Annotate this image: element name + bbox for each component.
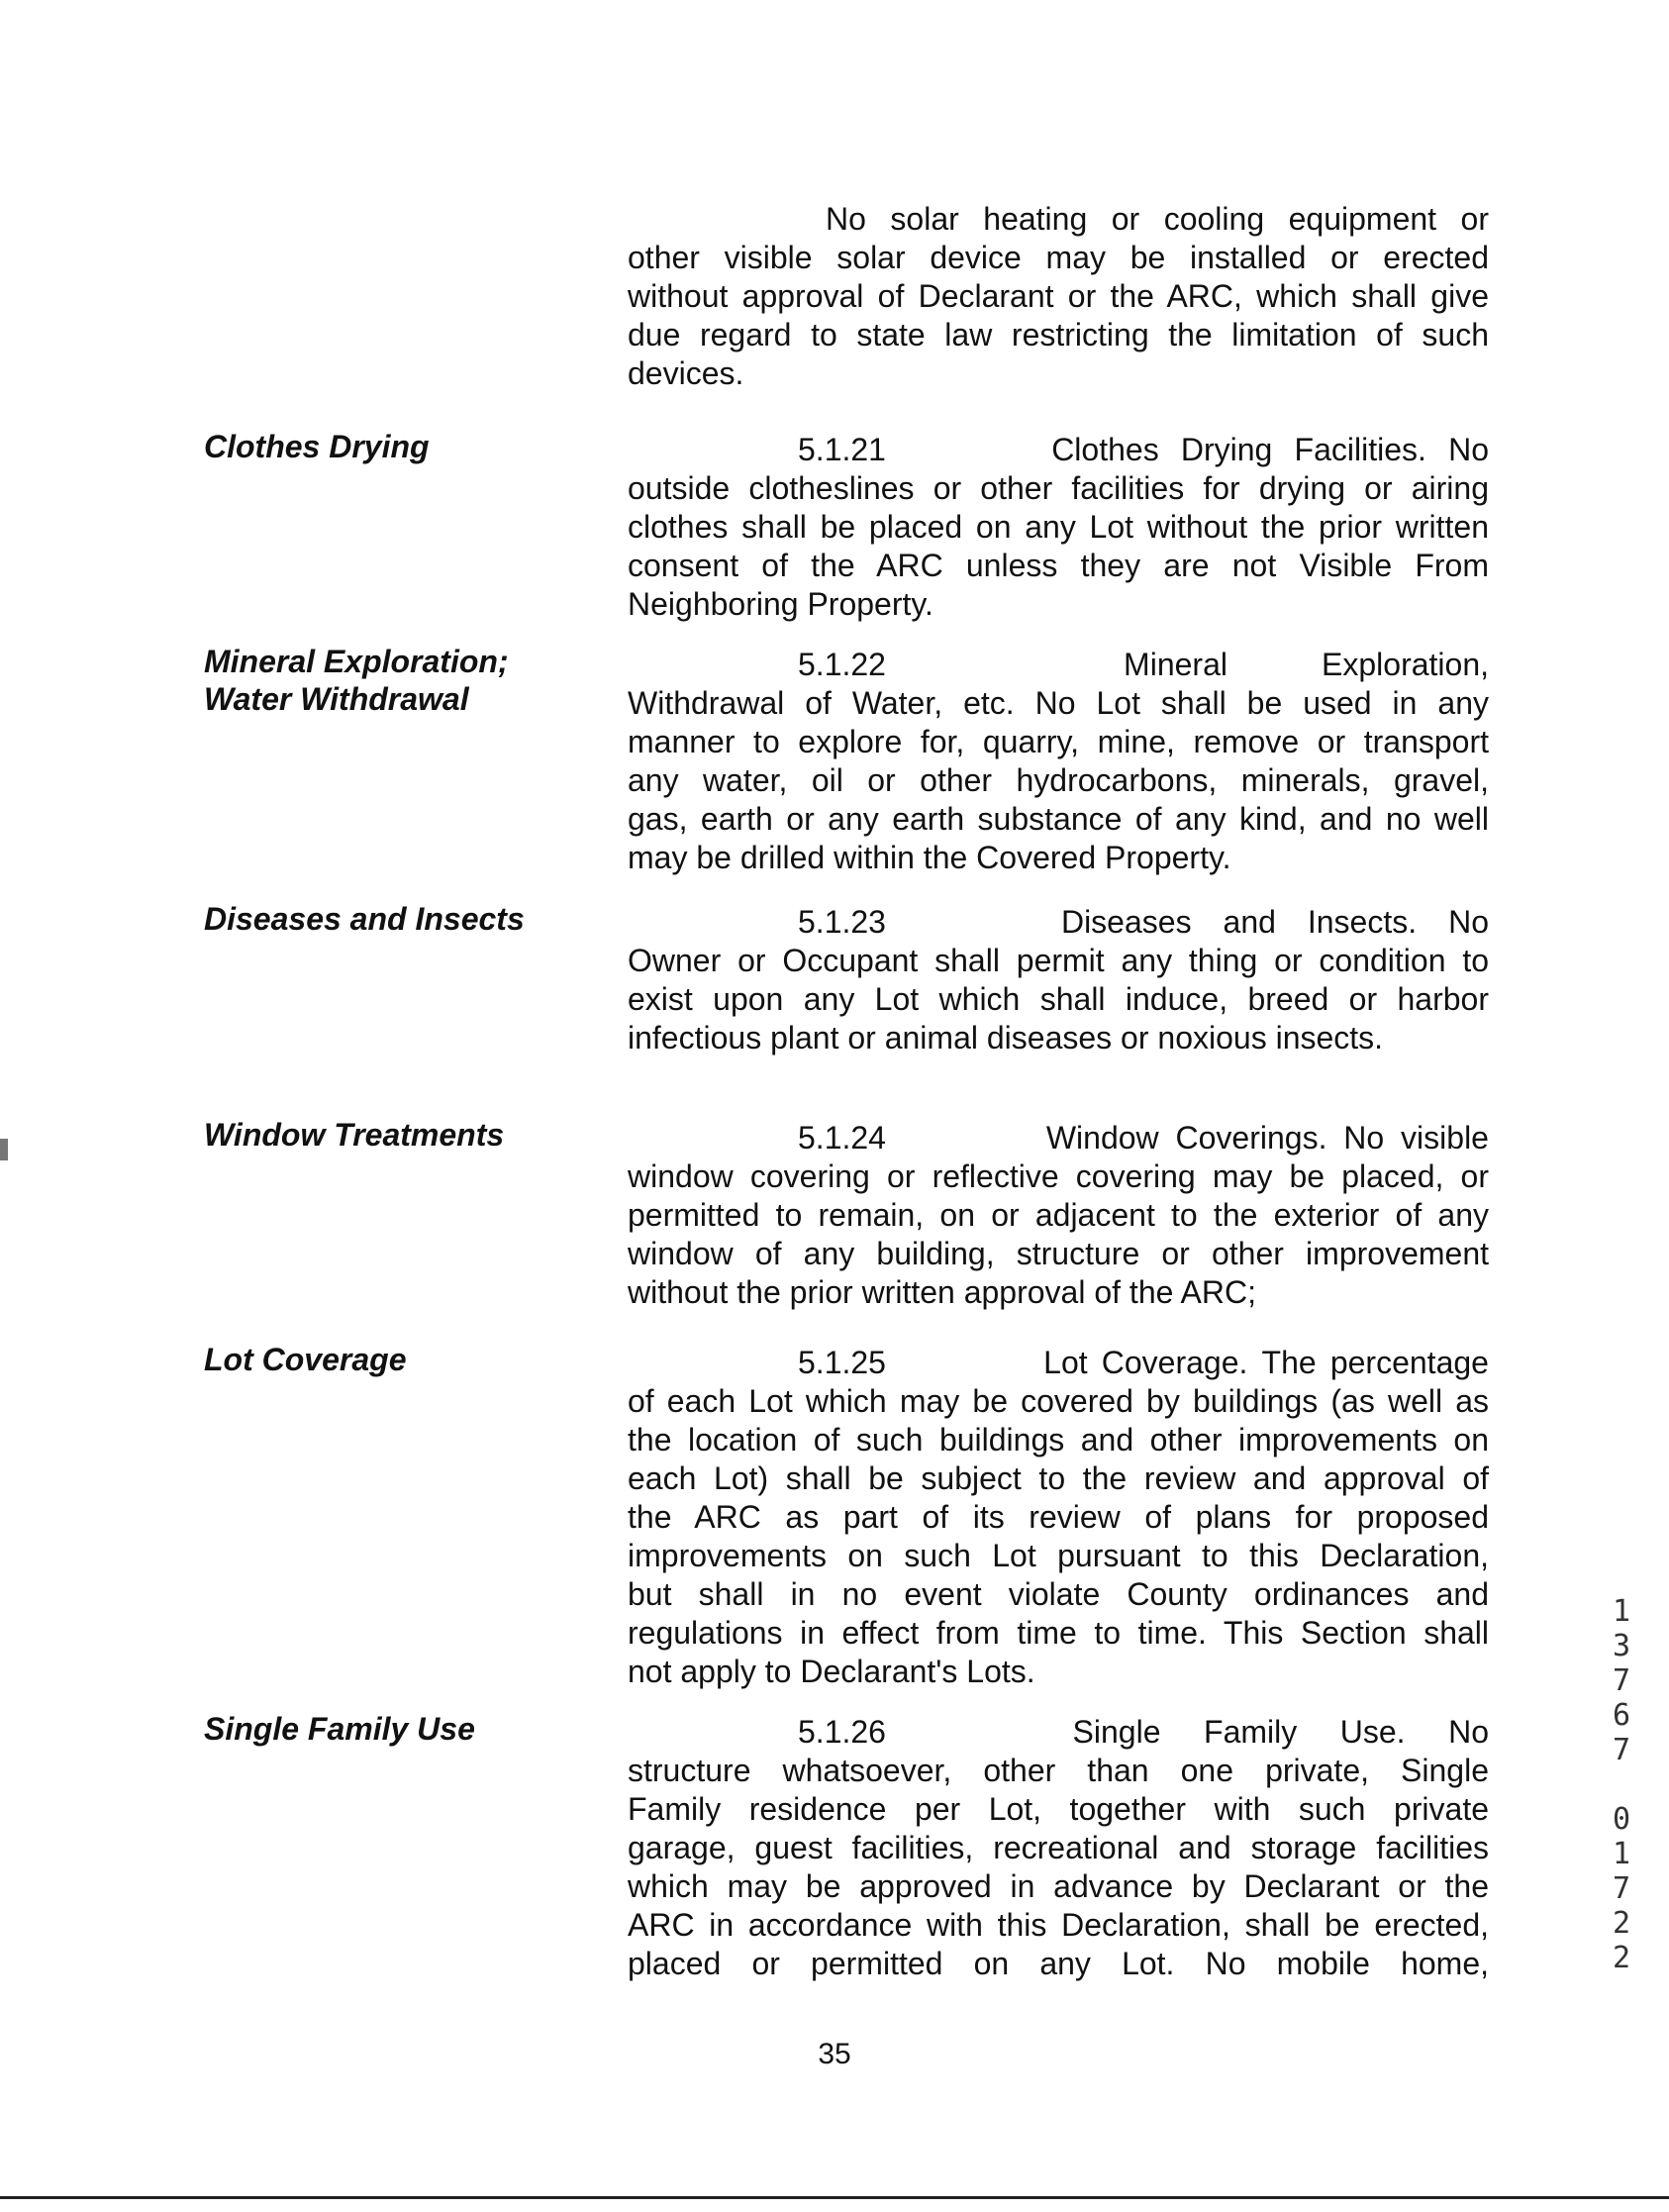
section-body-line: ARC in accordance with this Declaration, shall be erected, — [628, 1907, 1489, 1943]
margin-heading-line: Clothes Drying — [204, 429, 430, 464]
section-body-line: Owner or Occupant shall permit any thing or condition to — [628, 943, 1489, 978]
section-body — [628, 469, 1489, 624]
section-number: 5.1.26 — [798, 1714, 886, 1750]
section-body-line: regulations in effect from time to time. This Section shall — [628, 1615, 1489, 1651]
section-body-line: which may be approved in advance by Declarant or the — [628, 1868, 1489, 1904]
margin-heading-line: Mineral Exploration; — [204, 644, 509, 679]
section-5-1-22 — [628, 646, 1489, 877]
stamp-digit: 6 — [1612, 1698, 1631, 1733]
section-lead-line — [628, 903, 1489, 942]
section-heading-word: No — [1448, 1714, 1489, 1750]
section-body-line: Family residence per Lot, together with such private — [628, 1791, 1489, 1827]
section-heading-word: Facilities. — [1294, 432, 1426, 467]
section-heading-word: and — [1223, 904, 1276, 940]
margin-heading — [204, 1116, 560, 1154]
stamp-digit: 7 — [1612, 1663, 1631, 1698]
margin-heading-line: Water Withdrawal — [204, 681, 469, 717]
section-body-line: Withdrawal of Water, etc. No Lot shall be used in any — [628, 685, 1489, 721]
section-heading-word: Family — [1204, 1714, 1298, 1750]
margin-heading — [204, 900, 560, 938]
margin-heading-line: Window Treatments — [204, 1117, 505, 1153]
intro-line: devices. — [628, 355, 744, 391]
section-heading-word: Diseases — [1060, 904, 1192, 940]
section-heading-word: No — [1343, 1120, 1385, 1156]
margin-heading — [204, 1710, 560, 1748]
stamp-digit: 2 — [1612, 1941, 1631, 1975]
margin-heading-line: Single Family Use — [204, 1711, 475, 1747]
page-number: 35 — [818, 2038, 851, 2070]
section-body-line: without the prior written approval of the ARC; — [628, 1274, 1256, 1310]
section-number: 5.1.25 — [798, 1345, 886, 1380]
section-number: 5.1.22 — [798, 647, 886, 682]
section-body-line: improvements on such Lot pursuant to this Declaration, — [628, 1538, 1489, 1573]
scan-edge-mark — [0, 1139, 8, 1160]
section-body-line: Neighboring Property. — [628, 586, 933, 622]
section-heading-word: No — [1448, 432, 1489, 467]
bottom-border-line — [0, 2196, 1669, 2199]
section-body — [628, 1157, 1489, 1312]
section-number: 5.1.23 — [798, 904, 886, 940]
margin-heading — [204, 1341, 560, 1378]
section-heading-word: Clothes — [1051, 432, 1159, 467]
section-body — [628, 684, 1489, 877]
section-heading-word: Lot — [1043, 1345, 1088, 1380]
section-body-line: window of any building, structure or other improvement — [628, 1236, 1489, 1271]
section-heading-word: Coverings. — [1175, 1120, 1327, 1156]
stamp-digit: 3 — [1612, 1629, 1631, 1663]
section-5-1-26 — [628, 1713, 1489, 1983]
section-body — [628, 942, 1489, 1057]
stamp-digit: 1 — [1612, 1837, 1631, 1871]
section-heading-word: percentage — [1329, 1345, 1489, 1380]
section-body-line: infectious plant or animal diseases or noxious insects. — [628, 1020, 1384, 1056]
section-lead-line — [628, 431, 1489, 469]
section-heading-word: visible — [1401, 1120, 1489, 1156]
section-body-line: permitted to remain, on or adjacent to the exterior of any — [628, 1197, 1489, 1233]
section-body-line: outside clotheslines or other facilities for drying or airing — [628, 470, 1489, 506]
section-body-line: garage, guest facilities, recreational and storage facilities — [628, 1830, 1489, 1865]
section-heading-word: Window — [1045, 1120, 1159, 1156]
section-body-line: consent of the ARC unless they are not Visible From — [628, 548, 1489, 583]
recording-stamp — [1602, 1594, 1641, 1975]
margin-heading-line: Lot Coverage — [204, 1342, 407, 1377]
section-body-line: gas, earth or any earth substance of any kind, and no well — [628, 801, 1489, 837]
section-5-1-23 — [628, 903, 1489, 1057]
section-number: 5.1.21 — [798, 432, 886, 467]
section-heading-word: Insects. — [1307, 904, 1418, 940]
section-heading-word: Coverage. — [1101, 1345, 1248, 1380]
section-body-line: the ARC as part of its review of plans for proposed — [628, 1499, 1489, 1535]
stamp-digit — [1602, 1767, 1641, 1802]
section-body — [628, 1752, 1489, 1983]
section-body-line: structure whatsoever, other than one private, Single — [628, 1753, 1489, 1788]
section-body-line: window covering or reflective covering may be placed, or — [628, 1158, 1489, 1194]
section-body-line: clothes shall be placed on any Lot without the prior written — [628, 509, 1489, 545]
section-body-line: any water, oil or other hydrocarbons, minerals, gravel, — [628, 762, 1489, 798]
section-heading-word: Mineral — [1124, 647, 1227, 682]
section-heading-word: Single — [1072, 1714, 1161, 1750]
section-lead-line — [628, 646, 1489, 684]
margin-heading — [204, 643, 560, 718]
section-body-line: exist upon any Lot which shall induce, breed or harbor — [628, 981, 1489, 1017]
stamp-digit: 7 — [1612, 1871, 1631, 1906]
section-lead-line — [628, 1713, 1489, 1752]
section-5-1-25 — [628, 1344, 1489, 1691]
section-lead-line — [628, 1119, 1489, 1157]
section-heading-word: The — [1261, 1345, 1317, 1380]
section-body-line: of each Lot which may be covered by buildings (as well as — [628, 1383, 1489, 1419]
section-heading-word: Drying — [1180, 432, 1273, 467]
stamp-digit: 0 — [1612, 1802, 1631, 1837]
section-heading-word: Use. — [1339, 1714, 1406, 1750]
margin-heading-line: Diseases and Insects — [204, 901, 525, 937]
section-body-line: manner to explore for, quarry, mine, remove or transport — [628, 724, 1489, 759]
section-body-line: but shall in no event violate County ordinances and — [628, 1576, 1489, 1612]
margin-heading — [204, 428, 560, 465]
section-heading-word: Exploration, — [1322, 647, 1489, 682]
intro-line: other visible solar device may be installed or erected — [628, 240, 1489, 275]
intro-line: without approval of Declarant or the ARC, which shall give — [628, 278, 1489, 314]
section-body-line: not apply to Declarant's Lots. — [628, 1654, 1035, 1689]
stamp-digit: 2 — [1612, 1906, 1631, 1941]
section-body-line: may be drilled within the Covered Property. — [628, 840, 1231, 875]
section-lead-line — [628, 1344, 1489, 1382]
section-number: 5.1.24 — [798, 1120, 886, 1156]
section-body-line: placed or permitted on any Lot. No mobile home, — [628, 1946, 1489, 1981]
section-body-line: the location of such buildings and other improvements on — [628, 1422, 1489, 1458]
section-5-1-24 — [628, 1119, 1489, 1312]
intro-paragraph — [628, 200, 1489, 393]
intro-line: No solar heating or cooling equipment or — [826, 201, 1489, 237]
intro-line: due regard to state law restricting the limitation of such — [628, 317, 1489, 352]
stamp-digit: 7 — [1612, 1733, 1631, 1767]
section-heading-word: No — [1448, 904, 1489, 940]
stamp-digit: 1 — [1612, 1594, 1631, 1629]
section-5-1-21 — [628, 431, 1489, 624]
section-body-line: each Lot) shall be subject to the review and approval of — [628, 1460, 1489, 1496]
section-body — [628, 1382, 1489, 1691]
